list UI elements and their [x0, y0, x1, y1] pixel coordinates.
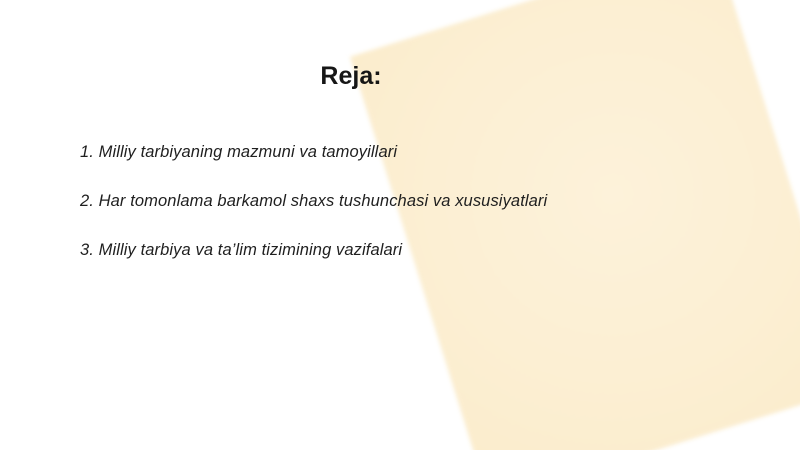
list-item: 1. Milliy tarbiyaning mazmuni va tamoyillari: [80, 143, 398, 161]
plan-list: [80, 141, 547, 261]
list-item: 2. Har tomonlama barkamol shaxs tushunchasi va xususiyatlari: [80, 192, 548, 210]
slide-title: Reja:: [320, 62, 382, 90]
list-item: 3. Milliy tarbiya va ta’lim tizimining vazifalari: [80, 241, 403, 259]
